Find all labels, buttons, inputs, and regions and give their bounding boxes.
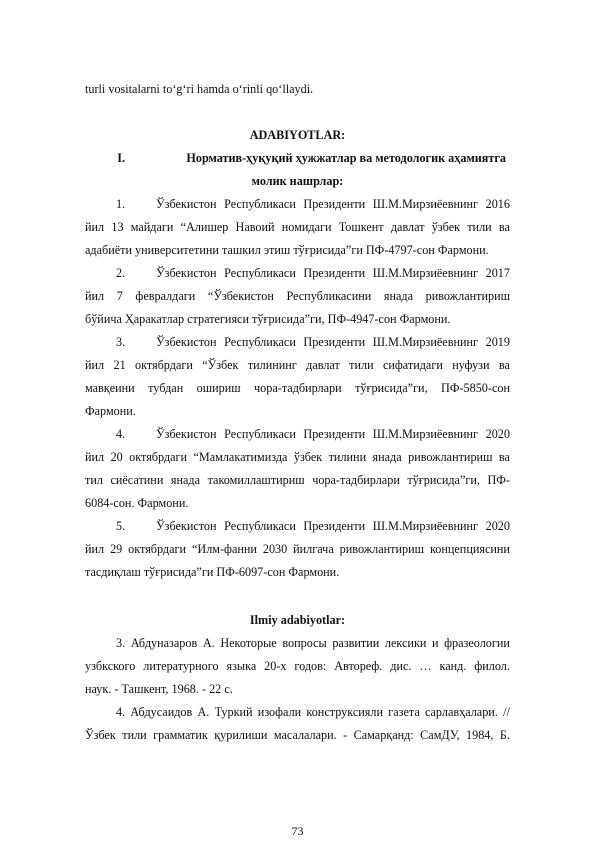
list-item xyxy=(85,423,510,515)
item-number: 2. xyxy=(116,266,126,280)
normative-list xyxy=(85,193,510,584)
section-title-line2: молик нашрлар: xyxy=(251,174,344,188)
text-line: 2. Ўзбекистон Республикаси Президенти Ш.М.Мирзиёевнинг 2017 xyxy=(85,262,510,285)
item-number: 1. xyxy=(116,197,126,211)
text-line: йил 21 октябрдаги “Ўзбек тилининг давлат тили сифатидаги нуфузи ва xyxy=(85,358,510,372)
list-item xyxy=(85,331,510,423)
intro-paragraph xyxy=(85,78,510,101)
scientific-heading: Ilmiy adabiyotlar: xyxy=(249,613,346,627)
references-heading: ADABIYOTLAR: xyxy=(249,128,346,142)
item-number: 4. xyxy=(116,427,126,441)
text-line: йил 29 октябрдаги “Илм-фанни 2030 йилгача ривожлантириш концепциясини xyxy=(85,542,510,556)
text-line: Фармони. xyxy=(85,404,136,418)
text-line: 3. Ўзбекистон Республикаси Президенти Ш.М.Мирзиёевнинг 2019 xyxy=(85,331,510,354)
list-item xyxy=(85,262,510,331)
text-line: 4. Ўзбекистон Республикаси Президенти Ш.М.Мирзиёевнинг 2020 xyxy=(85,423,510,446)
intro-line: turli vositalarni to‘g‘ri hamda o‘rinli qo‘llaydi. xyxy=(85,82,314,96)
section-numeral: I. xyxy=(117,151,125,165)
item-number: 5. xyxy=(116,519,126,533)
item-number: 3. xyxy=(116,335,126,349)
list-item xyxy=(85,515,510,584)
reference-entry xyxy=(85,632,510,701)
references-heading-block xyxy=(85,124,510,193)
scientific-literature xyxy=(85,609,510,747)
text-line: узбкского литературного языка 20-х годов: Автореф. дис. … канд. филол. xyxy=(85,659,510,673)
section-title-text1: Норматив-ҳуқуқий ҳужжатлар ва методологик аҳамиятга xyxy=(186,151,506,165)
text-line: наук. - Ташкент, 1968. - 22 с. xyxy=(85,682,233,696)
section-title-line1 xyxy=(85,147,510,170)
text-line: 3. Абдуназаров А. Некоторые вопросы развитии лексики и фразеологии xyxy=(116,636,510,650)
text-line: 1. Ўзбекистон Республикаси Президенти Ш.М.Мирзиёевнинг 2016 xyxy=(85,193,510,216)
text-line: 5. Ўзбекистон Республикаси Президенти Ш.М.Мирзиёевнинг 2020 xyxy=(85,515,510,538)
list-item xyxy=(85,193,510,262)
text-line: 4. Абдусаидов А. Туркий изофали конструксияли газета сарлавҳалари. // xyxy=(116,705,510,719)
text-line: тасдиқлаш тўғрисида”ги ПФ-6097-сон Фармони. xyxy=(85,565,340,579)
text-line: мавқеини тубдан ошириш чора-тадбирлари тўғрисида”ги, ПФ-5850-сон xyxy=(85,381,510,395)
page-number: 73 xyxy=(291,824,304,838)
text-line: йил 20 октябрдаги “Мамлакатимизда ўзбек тилини янада ривожлантириш ва xyxy=(85,450,510,464)
text-line: 6084-сон. Фармони. xyxy=(85,496,189,510)
text-line: бўйича Ҳаракатлар стратегияси тўғрисида”ги, ПФ-4947-сон Фармони. xyxy=(85,312,451,326)
text-line: Ўзбек тили грамматик қурилиши масалалари. - Самарқанд: СамДУ, 1984, Б. xyxy=(85,728,510,742)
text-line: тил сиёсатини янада такомиллаштириш чора-тадбирлари тўғрисида”ги, ПФ- xyxy=(85,473,510,487)
reference-entry xyxy=(85,701,510,747)
text-line: йил 7 февралдаги “Ўзбекистон Республикасини янада ривожлантириш xyxy=(85,289,510,303)
text-line: йил 13 майдаги “Алишер Навоий номидаги Тошкент давлат ўзбек тили ва xyxy=(85,220,510,234)
text-line: адабиёти университетини ташкил этиш тўғрисида”ги ПФ-4797-сон Фармони. xyxy=(85,243,489,257)
